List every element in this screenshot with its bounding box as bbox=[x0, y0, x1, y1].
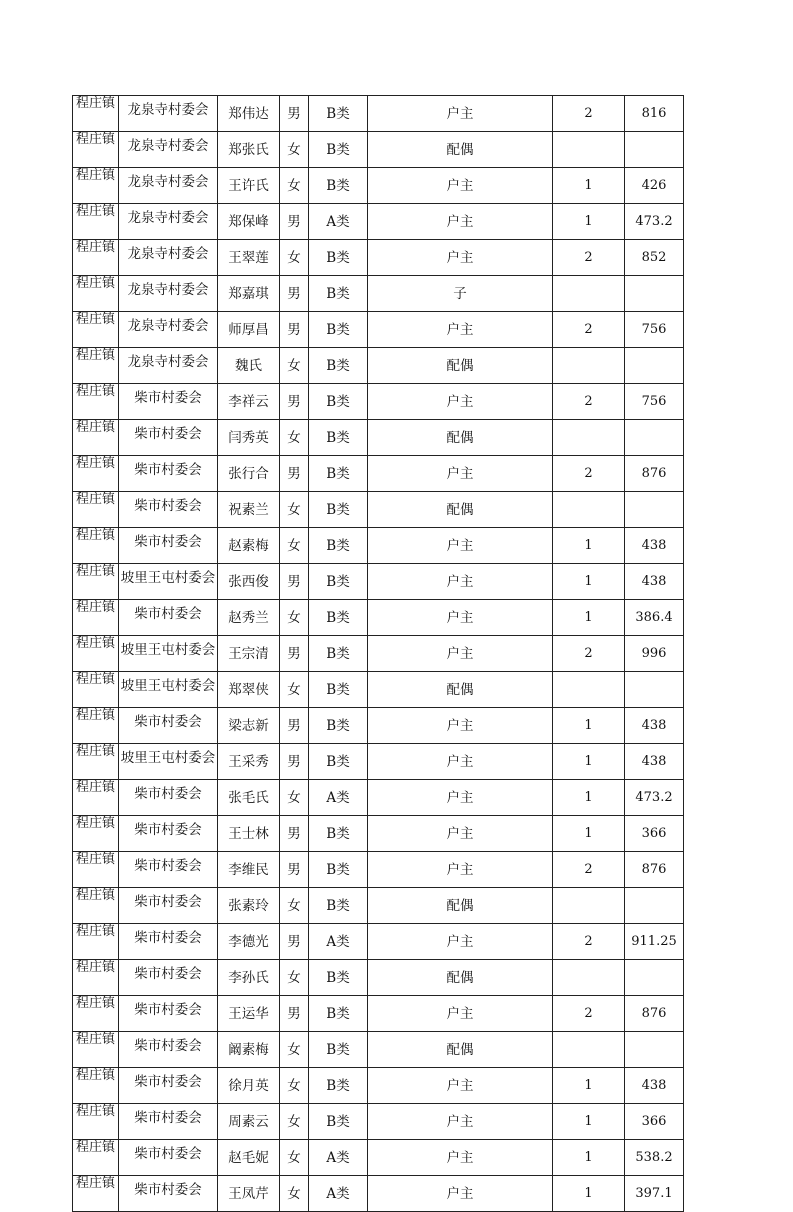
cell-category: B类 bbox=[309, 852, 368, 888]
table-row bbox=[73, 96, 684, 132]
table-row bbox=[73, 420, 684, 456]
cell-town: 程庄镇 bbox=[73, 672, 119, 708]
cell-town: 程庄镇 bbox=[73, 96, 119, 132]
cell-members: 2 bbox=[553, 96, 625, 132]
cell-amount bbox=[625, 420, 684, 456]
cell-members: 2 bbox=[553, 924, 625, 960]
cell-name: 祝素兰 bbox=[218, 492, 280, 528]
cell-amount: 386.4 bbox=[625, 600, 684, 636]
cell-village: 柴市村委会 bbox=[119, 456, 218, 492]
cell-amount: 876 bbox=[625, 996, 684, 1032]
cell-name: 王凤芹 bbox=[218, 1176, 280, 1212]
cell-relation: 户主 bbox=[368, 312, 553, 348]
cell-town: 程庄镇 bbox=[73, 1068, 119, 1104]
cell-relation: 户主 bbox=[368, 780, 553, 816]
cell-category: B类 bbox=[309, 708, 368, 744]
cell-gender: 男 bbox=[280, 996, 309, 1032]
cell-village: 龙泉寺村委会 bbox=[119, 168, 218, 204]
table-row bbox=[73, 672, 684, 708]
cell-gender: 女 bbox=[280, 1140, 309, 1176]
cell-village: 龙泉寺村委会 bbox=[119, 96, 218, 132]
cell-amount: 756 bbox=[625, 312, 684, 348]
cell-relation: 户主 bbox=[368, 564, 553, 600]
cell-amount bbox=[625, 348, 684, 384]
cell-category: B类 bbox=[309, 636, 368, 672]
table-row bbox=[73, 780, 684, 816]
cell-category: B类 bbox=[309, 96, 368, 132]
cell-relation: 户主 bbox=[368, 1140, 553, 1176]
cell-relation: 子 bbox=[368, 276, 553, 312]
table-row bbox=[73, 384, 684, 420]
cell-amount: 438 bbox=[625, 708, 684, 744]
cell-gender: 男 bbox=[280, 708, 309, 744]
cell-amount: 438 bbox=[625, 528, 684, 564]
cell-town: 程庄镇 bbox=[73, 456, 119, 492]
cell-gender: 男 bbox=[280, 276, 309, 312]
cell-town: 程庄镇 bbox=[73, 1104, 119, 1140]
cell-town: 程庄镇 bbox=[73, 816, 119, 852]
cell-town: 程庄镇 bbox=[73, 780, 119, 816]
cell-category: B类 bbox=[309, 564, 368, 600]
cell-name: 王运华 bbox=[218, 996, 280, 1032]
cell-amount: 876 bbox=[625, 852, 684, 888]
cell-gender: 女 bbox=[280, 960, 309, 996]
cell-village: 坡里王屯村委会 bbox=[119, 564, 218, 600]
cell-name: 师厚昌 bbox=[218, 312, 280, 348]
cell-gender: 男 bbox=[280, 96, 309, 132]
table-row bbox=[73, 204, 684, 240]
cell-gender: 男 bbox=[280, 312, 309, 348]
cell-amount: 438 bbox=[625, 744, 684, 780]
cell-town: 程庄镇 bbox=[73, 168, 119, 204]
cell-amount bbox=[625, 888, 684, 924]
cell-relation: 户主 bbox=[368, 1104, 553, 1140]
cell-relation: 户主 bbox=[368, 744, 553, 780]
cell-village: 龙泉寺村委会 bbox=[119, 348, 218, 384]
cell-name: 李维民 bbox=[218, 852, 280, 888]
cell-name: 李祥云 bbox=[218, 384, 280, 420]
cell-members: 1 bbox=[553, 780, 625, 816]
cell-amount: 438 bbox=[625, 1068, 684, 1104]
cell-members: 1 bbox=[553, 816, 625, 852]
cell-gender: 女 bbox=[280, 528, 309, 564]
cell-relation: 户主 bbox=[368, 168, 553, 204]
cell-village: 坡里王屯村委会 bbox=[119, 636, 218, 672]
cell-members bbox=[553, 276, 625, 312]
table-row bbox=[73, 744, 684, 780]
cell-name: 赵素梅 bbox=[218, 528, 280, 564]
cell-name: 郑保峰 bbox=[218, 204, 280, 240]
cell-members bbox=[553, 132, 625, 168]
cell-town: 程庄镇 bbox=[73, 996, 119, 1032]
cell-members: 1 bbox=[553, 708, 625, 744]
cell-village: 龙泉寺村委会 bbox=[119, 240, 218, 276]
cell-name: 闫秀英 bbox=[218, 420, 280, 456]
cell-gender: 女 bbox=[280, 1104, 309, 1140]
cell-members: 1 bbox=[553, 528, 625, 564]
cell-members: 1 bbox=[553, 1176, 625, 1212]
cell-relation: 户主 bbox=[368, 204, 553, 240]
cell-category: B类 bbox=[309, 1104, 368, 1140]
cell-gender: 男 bbox=[280, 924, 309, 960]
cell-relation: 配偶 bbox=[368, 672, 553, 708]
cell-name: 郑嘉琪 bbox=[218, 276, 280, 312]
cell-village: 柴市村委会 bbox=[119, 1176, 218, 1212]
cell-members bbox=[553, 1032, 625, 1068]
cell-relation: 配偶 bbox=[368, 420, 553, 456]
cell-village: 龙泉寺村委会 bbox=[119, 132, 218, 168]
cell-category: B类 bbox=[309, 528, 368, 564]
cell-village: 柴市村委会 bbox=[119, 384, 218, 420]
cell-members bbox=[553, 420, 625, 456]
cell-members: 2 bbox=[553, 312, 625, 348]
cell-category: B类 bbox=[309, 600, 368, 636]
cell-relation: 户主 bbox=[368, 96, 553, 132]
cell-name: 魏氏 bbox=[218, 348, 280, 384]
cell-town: 程庄镇 bbox=[73, 600, 119, 636]
cell-gender: 男 bbox=[280, 816, 309, 852]
cell-name: 阚素梅 bbox=[218, 1032, 280, 1068]
cell-village: 柴市村委会 bbox=[119, 996, 218, 1032]
cell-town: 程庄镇 bbox=[73, 1032, 119, 1068]
cell-village: 柴市村委会 bbox=[119, 780, 218, 816]
beneficiary-table bbox=[72, 95, 684, 1212]
table-row bbox=[73, 960, 684, 996]
table-row bbox=[73, 888, 684, 924]
cell-category: B类 bbox=[309, 456, 368, 492]
cell-relation: 户主 bbox=[368, 996, 553, 1032]
cell-town: 程庄镇 bbox=[73, 924, 119, 960]
cell-gender: 女 bbox=[280, 240, 309, 276]
cell-village: 柴市村委会 bbox=[119, 816, 218, 852]
table-row bbox=[73, 636, 684, 672]
cell-name: 郑张氏 bbox=[218, 132, 280, 168]
cell-members bbox=[553, 492, 625, 528]
cell-category: B类 bbox=[309, 420, 368, 456]
table-row bbox=[73, 1032, 684, 1068]
cell-relation: 户主 bbox=[368, 1068, 553, 1104]
cell-members: 1 bbox=[553, 168, 625, 204]
cell-gender: 女 bbox=[280, 600, 309, 636]
cell-town: 程庄镇 bbox=[73, 276, 119, 312]
table-row bbox=[73, 924, 684, 960]
table-row bbox=[73, 852, 684, 888]
cell-name: 李孙氏 bbox=[218, 960, 280, 996]
table-row bbox=[73, 168, 684, 204]
cell-town: 程庄镇 bbox=[73, 852, 119, 888]
cell-relation: 户主 bbox=[368, 852, 553, 888]
cell-village: 柴市村委会 bbox=[119, 708, 218, 744]
cell-members bbox=[553, 888, 625, 924]
cell-members bbox=[553, 960, 625, 996]
cell-town: 程庄镇 bbox=[73, 492, 119, 528]
cell-relation: 户主 bbox=[368, 528, 553, 564]
cell-gender: 男 bbox=[280, 204, 309, 240]
cell-relation: 配偶 bbox=[368, 348, 553, 384]
cell-gender: 男 bbox=[280, 744, 309, 780]
cell-category: B类 bbox=[309, 384, 368, 420]
cell-category: B类 bbox=[309, 240, 368, 276]
cell-gender: 男 bbox=[280, 564, 309, 600]
cell-town: 程庄镇 bbox=[73, 528, 119, 564]
cell-amount bbox=[625, 672, 684, 708]
cell-category: B类 bbox=[309, 816, 368, 852]
cell-relation: 配偶 bbox=[368, 960, 553, 996]
cell-name: 周素云 bbox=[218, 1104, 280, 1140]
cell-gender: 男 bbox=[280, 384, 309, 420]
cell-name: 张素玲 bbox=[218, 888, 280, 924]
cell-name: 张西俊 bbox=[218, 564, 280, 600]
cell-town: 程庄镇 bbox=[73, 888, 119, 924]
cell-members: 2 bbox=[553, 456, 625, 492]
cell-amount: 473.2 bbox=[625, 780, 684, 816]
cell-category: B类 bbox=[309, 1068, 368, 1104]
cell-category: A类 bbox=[309, 780, 368, 816]
cell-category: B类 bbox=[309, 276, 368, 312]
cell-members: 1 bbox=[553, 1068, 625, 1104]
cell-members bbox=[553, 672, 625, 708]
cell-village: 柴市村委会 bbox=[119, 960, 218, 996]
cell-category: B类 bbox=[309, 744, 368, 780]
cell-town: 程庄镇 bbox=[73, 240, 119, 276]
cell-name: 王宗清 bbox=[218, 636, 280, 672]
cell-town: 程庄镇 bbox=[73, 204, 119, 240]
cell-amount bbox=[625, 492, 684, 528]
table-row bbox=[73, 996, 684, 1032]
cell-amount bbox=[625, 1032, 684, 1068]
cell-name: 徐月英 bbox=[218, 1068, 280, 1104]
cell-town: 程庄镇 bbox=[73, 564, 119, 600]
cell-relation: 户主 bbox=[368, 636, 553, 672]
cell-relation: 户主 bbox=[368, 600, 553, 636]
cell-town: 程庄镇 bbox=[73, 312, 119, 348]
cell-village: 柴市村委会 bbox=[119, 1068, 218, 1104]
cell-members: 2 bbox=[553, 240, 625, 276]
cell-members: 2 bbox=[553, 852, 625, 888]
cell-village: 坡里王屯村委会 bbox=[119, 744, 218, 780]
cell-gender: 女 bbox=[280, 492, 309, 528]
cell-gender: 男 bbox=[280, 852, 309, 888]
cell-relation: 户主 bbox=[368, 924, 553, 960]
cell-gender: 女 bbox=[280, 780, 309, 816]
cell-town: 程庄镇 bbox=[73, 636, 119, 672]
cell-amount: 852 bbox=[625, 240, 684, 276]
cell-gender: 女 bbox=[280, 168, 309, 204]
table-row bbox=[73, 816, 684, 852]
cell-village: 柴市村委会 bbox=[119, 1104, 218, 1140]
cell-name: 梁志新 bbox=[218, 708, 280, 744]
cell-town: 程庄镇 bbox=[73, 420, 119, 456]
cell-category: B类 bbox=[309, 168, 368, 204]
cell-village: 龙泉寺村委会 bbox=[119, 312, 218, 348]
cell-name: 王士林 bbox=[218, 816, 280, 852]
cell-town: 程庄镇 bbox=[73, 132, 119, 168]
cell-relation: 配偶 bbox=[368, 888, 553, 924]
cell-village: 柴市村委会 bbox=[119, 924, 218, 960]
cell-relation: 户主 bbox=[368, 240, 553, 276]
table-row bbox=[73, 132, 684, 168]
cell-amount: 397.1 bbox=[625, 1176, 684, 1212]
table-body bbox=[73, 96, 684, 1212]
cell-members: 2 bbox=[553, 636, 625, 672]
cell-relation: 户主 bbox=[368, 816, 553, 852]
cell-members: 1 bbox=[553, 1104, 625, 1140]
cell-members: 1 bbox=[553, 600, 625, 636]
cell-amount: 911.25 bbox=[625, 924, 684, 960]
cell-category: B类 bbox=[309, 132, 368, 168]
cell-amount bbox=[625, 132, 684, 168]
cell-amount: 366 bbox=[625, 816, 684, 852]
cell-relation: 户主 bbox=[368, 1176, 553, 1212]
cell-category: B类 bbox=[309, 960, 368, 996]
cell-amount: 438 bbox=[625, 564, 684, 600]
table-row bbox=[73, 456, 684, 492]
cell-name: 郑伟达 bbox=[218, 96, 280, 132]
cell-name: 赵毛妮 bbox=[218, 1140, 280, 1176]
cell-relation: 配偶 bbox=[368, 132, 553, 168]
cell-gender: 男 bbox=[280, 456, 309, 492]
cell-gender: 女 bbox=[280, 132, 309, 168]
cell-category: B类 bbox=[309, 492, 368, 528]
cell-amount bbox=[625, 276, 684, 312]
cell-relation: 户主 bbox=[368, 456, 553, 492]
table-row bbox=[73, 1176, 684, 1212]
cell-gender: 女 bbox=[280, 888, 309, 924]
cell-members: 2 bbox=[553, 384, 625, 420]
table-row bbox=[73, 564, 684, 600]
cell-village: 柴市村委会 bbox=[119, 1032, 218, 1068]
cell-category: B类 bbox=[309, 672, 368, 708]
cell-town: 程庄镇 bbox=[73, 1176, 119, 1212]
cell-gender: 女 bbox=[280, 1032, 309, 1068]
table-row bbox=[73, 708, 684, 744]
cell-relation: 户主 bbox=[368, 384, 553, 420]
cell-village: 龙泉寺村委会 bbox=[119, 204, 218, 240]
cell-category: B类 bbox=[309, 888, 368, 924]
cell-town: 程庄镇 bbox=[73, 708, 119, 744]
cell-amount: 473.2 bbox=[625, 204, 684, 240]
cell-members: 2 bbox=[553, 996, 625, 1032]
cell-members: 1 bbox=[553, 564, 625, 600]
cell-gender: 女 bbox=[280, 1068, 309, 1104]
cell-members: 1 bbox=[553, 1140, 625, 1176]
cell-gender: 女 bbox=[280, 672, 309, 708]
cell-village: 柴市村委会 bbox=[119, 600, 218, 636]
table-row bbox=[73, 348, 684, 384]
cell-category: A类 bbox=[309, 924, 368, 960]
cell-town: 程庄镇 bbox=[73, 1140, 119, 1176]
cell-relation: 户主 bbox=[368, 708, 553, 744]
cell-name: 李德光 bbox=[218, 924, 280, 960]
table-row bbox=[73, 600, 684, 636]
cell-name: 赵秀兰 bbox=[218, 600, 280, 636]
cell-name: 王许氏 bbox=[218, 168, 280, 204]
cell-village: 柴市村委会 bbox=[119, 888, 218, 924]
table-row bbox=[73, 528, 684, 564]
cell-amount: 816 bbox=[625, 96, 684, 132]
cell-town: 程庄镇 bbox=[73, 960, 119, 996]
cell-village: 柴市村委会 bbox=[119, 852, 218, 888]
cell-name: 张行合 bbox=[218, 456, 280, 492]
cell-amount: 538.2 bbox=[625, 1140, 684, 1176]
cell-name: 郑翠侠 bbox=[218, 672, 280, 708]
cell-village: 柴市村委会 bbox=[119, 492, 218, 528]
cell-relation: 配偶 bbox=[368, 1032, 553, 1068]
cell-gender: 女 bbox=[280, 348, 309, 384]
table-row bbox=[73, 1068, 684, 1104]
cell-members bbox=[553, 348, 625, 384]
cell-town: 程庄镇 bbox=[73, 384, 119, 420]
cell-category: B类 bbox=[309, 312, 368, 348]
cell-town: 程庄镇 bbox=[73, 348, 119, 384]
cell-gender: 男 bbox=[280, 636, 309, 672]
cell-amount bbox=[625, 960, 684, 996]
cell-gender: 女 bbox=[280, 420, 309, 456]
cell-village: 柴市村委会 bbox=[119, 1140, 218, 1176]
cell-amount: 876 bbox=[625, 456, 684, 492]
cell-name: 张毛氏 bbox=[218, 780, 280, 816]
cell-town: 程庄镇 bbox=[73, 744, 119, 780]
cell-gender: 女 bbox=[280, 1176, 309, 1212]
cell-members: 1 bbox=[553, 744, 625, 780]
cell-name: 王采秀 bbox=[218, 744, 280, 780]
cell-category: B类 bbox=[309, 996, 368, 1032]
table-row bbox=[73, 1140, 684, 1176]
cell-members: 1 bbox=[553, 204, 625, 240]
cell-category: B类 bbox=[309, 348, 368, 384]
cell-name: 王翠莲 bbox=[218, 240, 280, 276]
cell-village: 柴市村委会 bbox=[119, 528, 218, 564]
cell-amount: 996 bbox=[625, 636, 684, 672]
cell-amount: 426 bbox=[625, 168, 684, 204]
cell-category: A类 bbox=[309, 1140, 368, 1176]
table-row bbox=[73, 312, 684, 348]
table-row bbox=[73, 492, 684, 528]
cell-category: B类 bbox=[309, 1032, 368, 1068]
cell-category: A类 bbox=[309, 204, 368, 240]
table-row bbox=[73, 276, 684, 312]
cell-amount: 366 bbox=[625, 1104, 684, 1140]
cell-relation: 配偶 bbox=[368, 492, 553, 528]
cell-amount: 756 bbox=[625, 384, 684, 420]
cell-village: 龙泉寺村委会 bbox=[119, 276, 218, 312]
table-row bbox=[73, 240, 684, 276]
cell-category: A类 bbox=[309, 1176, 368, 1212]
cell-village: 坡里王屯村委会 bbox=[119, 672, 218, 708]
cell-village: 柴市村委会 bbox=[119, 420, 218, 456]
